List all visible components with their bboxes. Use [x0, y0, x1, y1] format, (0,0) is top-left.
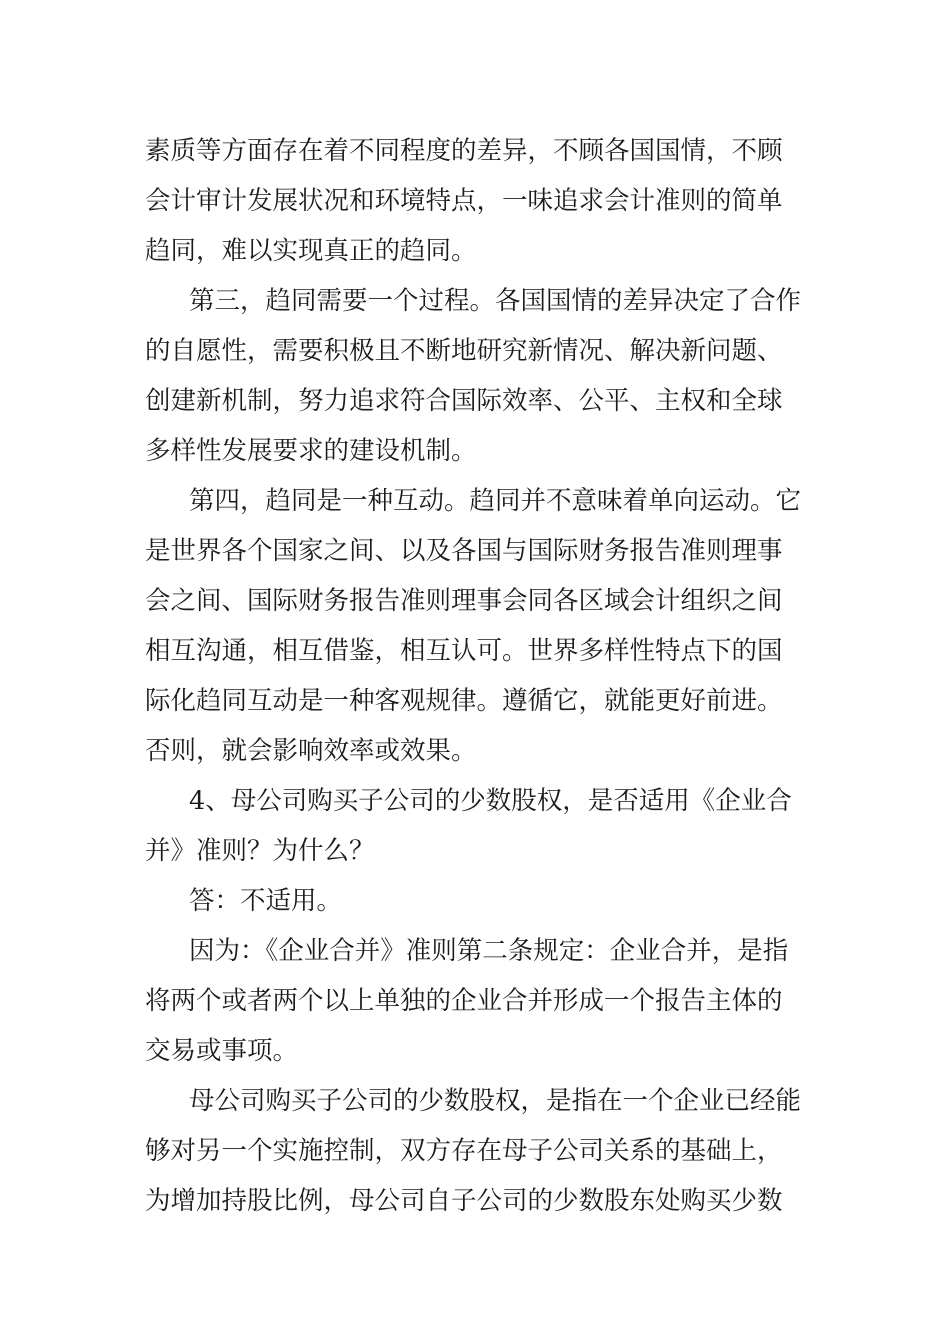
text-line: 为增加持股比例，母公司自子公司的少数股东处购买少数: [145, 1186, 783, 1216]
text-line: 的自愿性，需要积极且不断地研究新情况、解决新问题、: [145, 336, 783, 366]
text-line: 够对另一个实施控制，双方存在母子公司关系的基础上，: [145, 1136, 783, 1166]
paragraph-continuation: [145, 126, 810, 276]
text-line: 答：不适用。: [189, 886, 343, 916]
paragraph-third-point: [145, 276, 810, 476]
paragraph-reason: [145, 926, 810, 1076]
text-line: 4、母公司购买子公司的少数股权，是否适用《企业合: [189, 786, 792, 816]
text-line: 交易或事项。: [145, 1036, 299, 1066]
text-line: 并》准则？为什么？: [145, 836, 375, 866]
text-line: 际化趋同互动是一种客观规律。遵循它，就能更好前进。: [145, 686, 783, 716]
text-line: 是世界各个国家之间、以及各国与国际财务报告准则理事: [145, 536, 783, 566]
text-line: 创建新机制，努力追求符合国际效率、公平、主权和全球: [145, 386, 783, 416]
paragraph-minority-interest: [145, 1076, 810, 1226]
text-line: 趋同，难以实现真正的趋同。: [145, 236, 477, 266]
text-line: 因为：《企业合并》准则第二条规定：企业合并，是指: [189, 936, 789, 966]
text-line: 会计审计发展状况和环境特点，一味追求会计准则的简单: [145, 186, 783, 216]
text-line: 第三，趋同需要一个过程。各国国情的差异决定了合作: [189, 286, 802, 316]
text-line: 母公司购买子公司的少数股权，是指在一个企业已经能: [189, 1086, 802, 1116]
text-line: 第四，趋同是一种互动。趋同并不意味着单向运动。它: [189, 486, 802, 516]
text-line: 将两个或者两个以上单独的企业合并形成一个报告主体的: [145, 986, 783, 1016]
question-4: [145, 776, 810, 876]
text-line: 会之间、国际财务报告准则理事会同各区域会计组织之间: [145, 586, 783, 616]
text-line: 多样性发展要求的建设机制。: [145, 436, 477, 466]
answer: [145, 876, 810, 926]
text-line: 否则，就会影响效率或效果。: [145, 736, 477, 766]
text-line: 素质等方面存在着不同程度的差异，不顾各国国情，不顾: [145, 136, 783, 166]
text-line: 相互沟通，相互借鉴，相互认可。世界多样性特点下的国: [145, 636, 783, 666]
paragraph-fourth-point: [145, 476, 810, 776]
body-text: [145, 126, 810, 1226]
